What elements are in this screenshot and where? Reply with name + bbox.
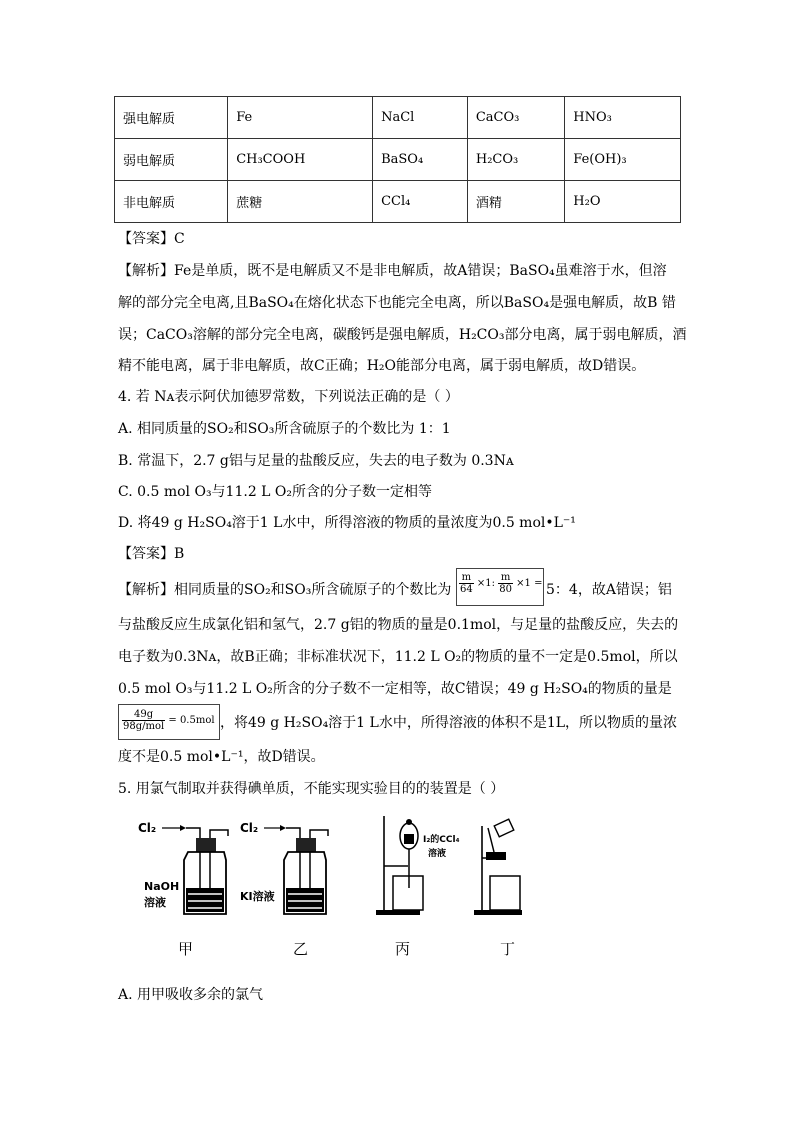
row-label: 弱电解质: [115, 139, 228, 181]
naoh-label: NaOH: [144, 880, 180, 893]
q4-answer: 【答案】B: [118, 546, 185, 562]
table-cell: BaSO₄: [373, 139, 468, 181]
table-cell: Fe: [228, 97, 373, 139]
q3-analysis-line: 误；CaCO₃溶解的部分完全电离，碳酸钙是强电解质，H₂CO₃部分电离，属于弱电解质，酒: [118, 327, 687, 343]
q4-option-c: C. 0.5 mol O₃与11.2 L O₂所含的分子数一定相等: [118, 484, 433, 500]
frac-tail: = 0.5mol: [168, 715, 215, 726]
table-row: [115, 181, 681, 223]
frac-mid: ×1:: [476, 578, 496, 589]
apparatus-jia: [138, 821, 228, 958]
formula-box-moles: [118, 704, 220, 740]
apparatus-figure: [118, 808, 538, 968]
naoh-solution-label: 溶液: [144, 896, 166, 909]
q3-answer: 【答案】C: [118, 231, 185, 247]
table-cell: Fe(OH)₃: [565, 139, 681, 181]
row-label: 强电解质: [115, 97, 228, 139]
apparatus-yi: [240, 821, 328, 958]
q4-analysis-line4: 0.5 mol O₃与11.2 L O₂所含的分子数不一定相等，故C错误；49 g H₂SO₄的物质的量是: [118, 681, 672, 697]
q4-analysis-line3: 电子数为0.3Nᴀ，故B正确；非标准状况下，11.2 L O₂的物质的量不一定是0.5mol，所以: [118, 649, 678, 665]
frac-tail: ×1 =: [516, 578, 543, 589]
table-row: [115, 139, 681, 181]
q4-stem: 4. 若 Nᴀ表示阿伏加德罗常数，下列说法正确的是（ ）: [118, 389, 459, 405]
frac-numerator: 49g: [122, 709, 165, 721]
ki-solution-label: KI溶液: [240, 890, 275, 903]
table-cell: HNO₃: [565, 97, 681, 139]
cl2-label: Cl₂: [240, 821, 259, 835]
apparatus-label-yi: 乙: [293, 940, 309, 958]
i2-ccl4-solution-label: 溶液: [428, 849, 447, 859]
table-cell: NaCl: [373, 97, 468, 139]
table-cell: CCl₄: [373, 181, 468, 223]
table-cell: 蔗糖: [228, 181, 373, 223]
q3-analysis-line: 解的部分完全电离,且BaSO₄在熔化状态下也能完全电离，所以BaSO₄是强电解质，故B 错: [118, 295, 676, 311]
q5-stem: 5. 用氯气制取并获得碘单质，不能实现实验目的的装置是（ ）: [118, 781, 505, 797]
apparatus-label-ding: 丁: [500, 940, 516, 958]
q4-analysis-line6: 度不是0.5 mol•L⁻¹，故D错误。: [118, 749, 325, 765]
apparatus-label-bing: 丙: [395, 940, 411, 958]
table-cell: H₂O: [565, 181, 681, 223]
cl2-label: Cl₂: [138, 821, 157, 835]
table-cell: 酒精: [467, 181, 564, 223]
table-cell: H₂CO₃: [467, 139, 564, 181]
q4-analysis-line2: 与盐酸反应生成氯化铝和氢气，2.7 g铝的物质的量是0.1mol，与足量的盐酸反应，失去的: [118, 617, 679, 633]
frac-denominator: 64: [460, 584, 473, 595]
apparatus-label-jia: 甲: [178, 940, 194, 958]
table-cell: CH₃COOH: [228, 139, 373, 181]
apparatus-bing: [376, 816, 460, 958]
electrolyte-table: [114, 96, 681, 223]
q4-analysis-line1-post: 5：4，故A错误；铝: [546, 582, 672, 598]
q4-option-b: B. 常温下，2.7 g铝与足量的盐酸反应，失去的电子数为 0.3Nᴀ: [118, 453, 514, 469]
q3-analysis-line: 【解析】Fe是单质，既不是电解质又不是非电解质，故A错误；BaSO₄虽难溶于水，但溶: [118, 263, 667, 279]
frac-numerator: m: [498, 572, 513, 584]
formula-box-ratio: [456, 568, 544, 606]
table-cell: CaCO₃: [467, 97, 564, 139]
i2-ccl4-label: I₂的CCl₄: [423, 835, 460, 845]
apparatus-ding: [474, 819, 522, 958]
q4-analysis-line1-pre: 【解析】相同质量的SO₂和SO₃所含硫原子的个数比为: [118, 582, 452, 598]
q4-option-a: A. 相同质量的SO₂和SO₃所含硫原子的个数比为 1：1: [118, 421, 451, 437]
row-label: 非电解质: [115, 181, 228, 223]
q3-analysis-line: 精不能电离，属于非电解质，故C正确；H₂O能部分电离，属于弱电解质，故D错误。: [118, 358, 646, 374]
frac-numerator: m: [459, 572, 474, 584]
q4-analysis-line5-post: ，将49 g H₂SO₄溶于1 L水中，所得溶液的体积不是1L，所以物质的量浓: [220, 715, 678, 731]
q5-option-a: A. 用甲吸收多余的氯气: [118, 987, 264, 1003]
table-row: [115, 97, 681, 139]
frac-denominator: 98g/mol: [123, 721, 165, 732]
q4-option-d: D. 将49 g H₂SO₄溶于1 L水中，所得溶液的物质的量浓度为0.5 mol•L⁻¹: [118, 515, 576, 531]
frac-denominator: 80: [499, 584, 512, 595]
